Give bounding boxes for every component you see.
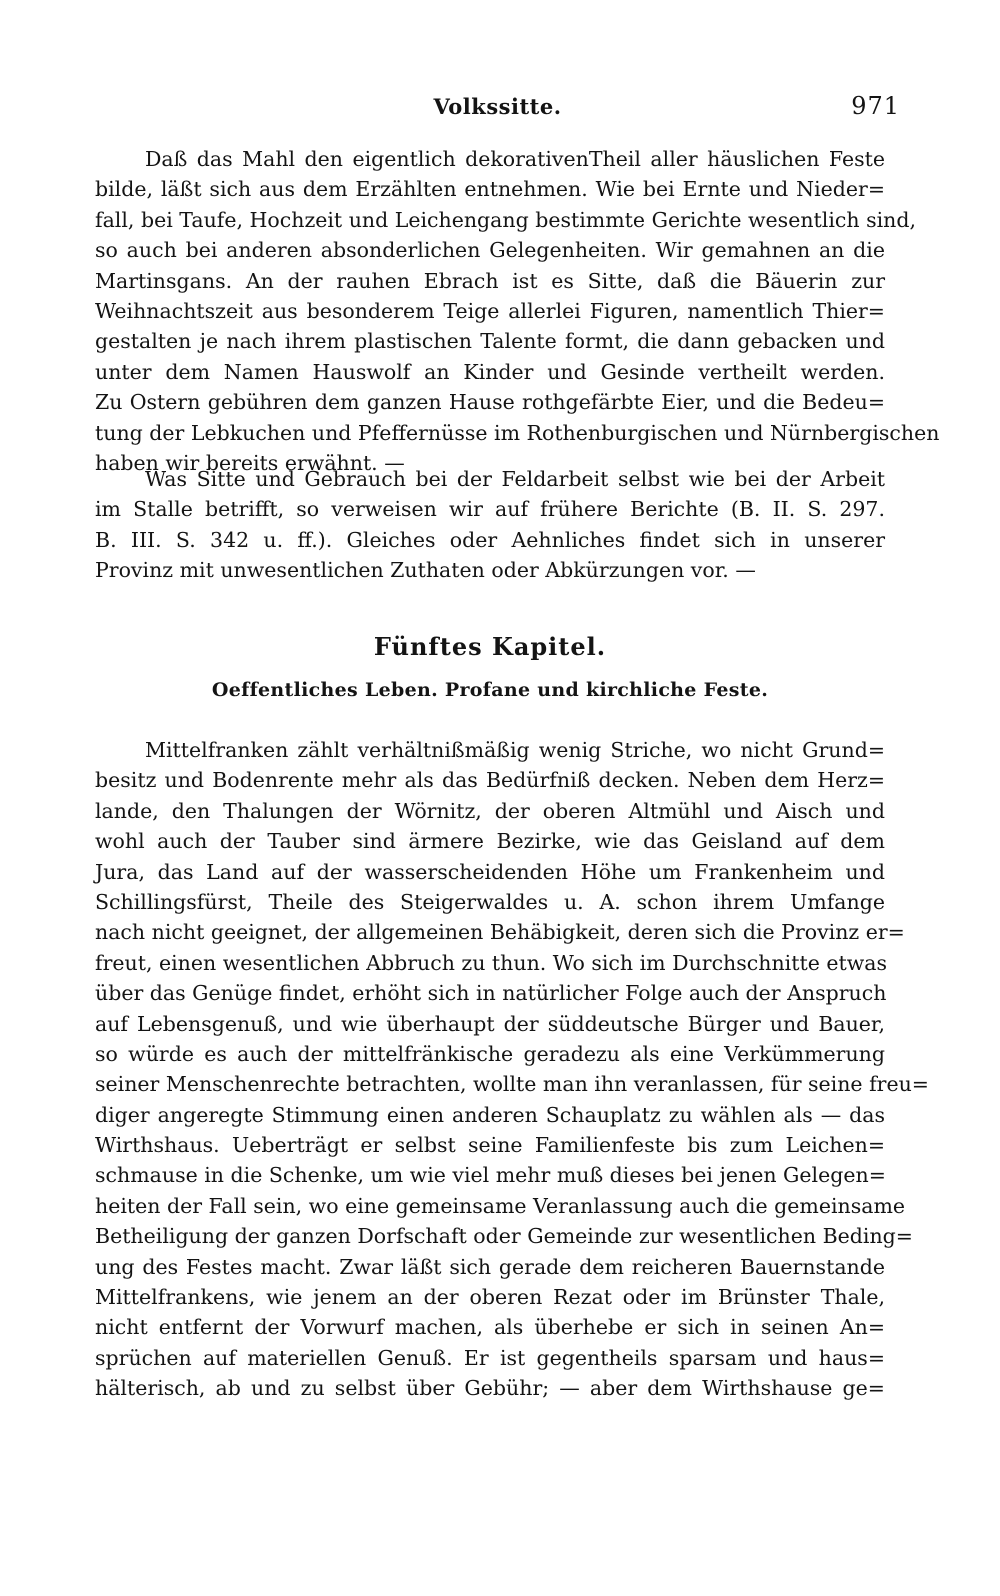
chapter-title: Fünftes Kapitel. xyxy=(373,632,607,661)
text-line: nicht entfernt der Vorwurf machen, als überhebe er sich in seinen An= xyxy=(95,1315,885,1340)
text-line: diger angeregte Stimmung einen anderen Schauplatz zu wählen als — das xyxy=(95,1102,885,1127)
text-line: Daß das Mahl den eigentlich dekorativenTheil aller häuslichen Feste xyxy=(145,147,885,171)
text-line: Weihnachtszeit aus besonderem Teige allerlei Figuren, namentlich Thier= xyxy=(95,298,885,323)
text-line: bilde, läßt sich aus dem Erzählten entnehmen. Wie bei Ernte und Nieder= xyxy=(95,177,885,202)
chapter-subtitle: Oeffentliches Leben. Profane und kirchliche Feste. xyxy=(211,679,769,701)
text-line: so auch bei anderen absonderlichen Gelegenheiten. Wir gemahnen an die xyxy=(95,238,885,263)
text-line: B. III. S. 342 u. ff.). Gleiches oder Aehnliches findet sich in unserer xyxy=(95,527,885,552)
text-line: besitz und Bodenrente mehr als das Bedürfniß decken. Neben dem Herz= xyxy=(95,768,885,793)
running-header xyxy=(95,94,900,128)
text-line: so würde es auch der mittelfränkische geradezu als eine Verkümmerung xyxy=(95,1041,885,1066)
paragraph-public-life xyxy=(95,735,929,1404)
text-line: über das Genüge findet, erhöht sich in natürlicher Folge auch der Anspruch xyxy=(95,981,887,1006)
text-line: freut, einen wesentlichen Abbruch zu thun. Wo sich im Durchschnitte etwas xyxy=(95,950,888,975)
text-line: Mittelfrankens, wie jenem an der oberen Rezat oder im Brünster Thale, xyxy=(95,1285,885,1310)
paragraph-festive-meals xyxy=(95,144,940,478)
text-line: wohl auch der Tauber sind ärmere Bezirke, wie das Geisland auf dem xyxy=(95,829,885,854)
text-line: Martinsgans. An der rauhen Ebrach ist es Sitte, daß die Bäuerin zur xyxy=(95,268,885,293)
text-line: schmause in die Schenke, um wie viel mehr muß dieses bei jenen Gelegen= xyxy=(95,1163,886,1188)
text-line: fall, bei Taufe, Hochzeit und Leichengang bestimmte Gerichte wesentlich sind, xyxy=(95,207,917,232)
page-number: 971 xyxy=(851,92,900,120)
text-line: tung der Lebkuchen und Pfeffernüsse im Rothenburgischen und Nürnbergischen xyxy=(95,420,940,445)
text-line: Jura, das Land auf der wasserscheidenden Höhe um Frankenheim und xyxy=(95,859,885,884)
text-line: seiner Menschenrechte betrachten, wollte man ihn veranlassen, für seine freu= xyxy=(95,1072,929,1097)
text-line: unter dem Namen Hauswolf an Kinder und Gesinde vertheilt werden. xyxy=(95,359,885,384)
text-line: hälterisch, ab und zu selbst über Gebühr; — aber dem Wirthshause ge= xyxy=(95,1376,885,1401)
text-line: lande, den Thalungen der Wörnitz, der oberen Altmühl und Aisch und xyxy=(95,798,885,823)
text-line: heiten der Fall sein, wo eine gemeinsame Veranlassung auch die gemeinsame xyxy=(95,1193,906,1218)
text-line: im Stalle betrifft, so verweisen wir auf frühere Berichte (B. II. S. 297. xyxy=(95,497,885,522)
text-line: gestalten je nach ihrem plastischen Talente formt, die dann gebacken und xyxy=(95,329,885,354)
text-line: auf Lebensgenuß, und wie überhaupt der süddeutsche Bürger und Bauer, xyxy=(95,1011,885,1036)
text-line: nach nicht geeignet, der allgemeinen Behäbigkeit, deren sich die Provinz er= xyxy=(95,920,905,945)
text-line: Was Sitte und Gebrauch bei der Feldarbeit selbst wie bei der Arbeit xyxy=(145,467,885,491)
text-line: Betheiligung der ganzen Dorfschaft oder Gemeinde zur wesentlichen Beding= xyxy=(95,1224,913,1249)
text-line: ung des Festes macht. Zwar läßt sich gerade dem reicheren Bauernstande xyxy=(95,1254,885,1279)
text-line: Wirthshaus. Ueberträgt er selbst seine Familienfeste bis zum Leichen= xyxy=(95,1133,885,1158)
text-line: Zu Ostern gebühren dem ganzen Hause rothgefärbte Eier, und die Bedeu= xyxy=(95,390,885,415)
paragraph-field-work xyxy=(95,464,885,586)
text-line: Provinz mit unwesentlichen Zuthaten oder Abkürzungen vor. — xyxy=(95,558,756,583)
text-line: haben wir bereits erwähnt. — xyxy=(95,450,405,475)
text-line: Mittelfranken zählt verhältnißmäßig wenig Striche, wo nicht Grund= xyxy=(145,738,885,762)
text-line: Schillingsfürst, Theile des Steigerwaldes u. A. schon ihrem Umfange xyxy=(95,889,885,914)
text-line: sprüchen auf materiellen Genuß. Er ist gegentheils sparsam und haus= xyxy=(95,1345,885,1370)
running-title: Volkssitte. xyxy=(433,94,562,119)
